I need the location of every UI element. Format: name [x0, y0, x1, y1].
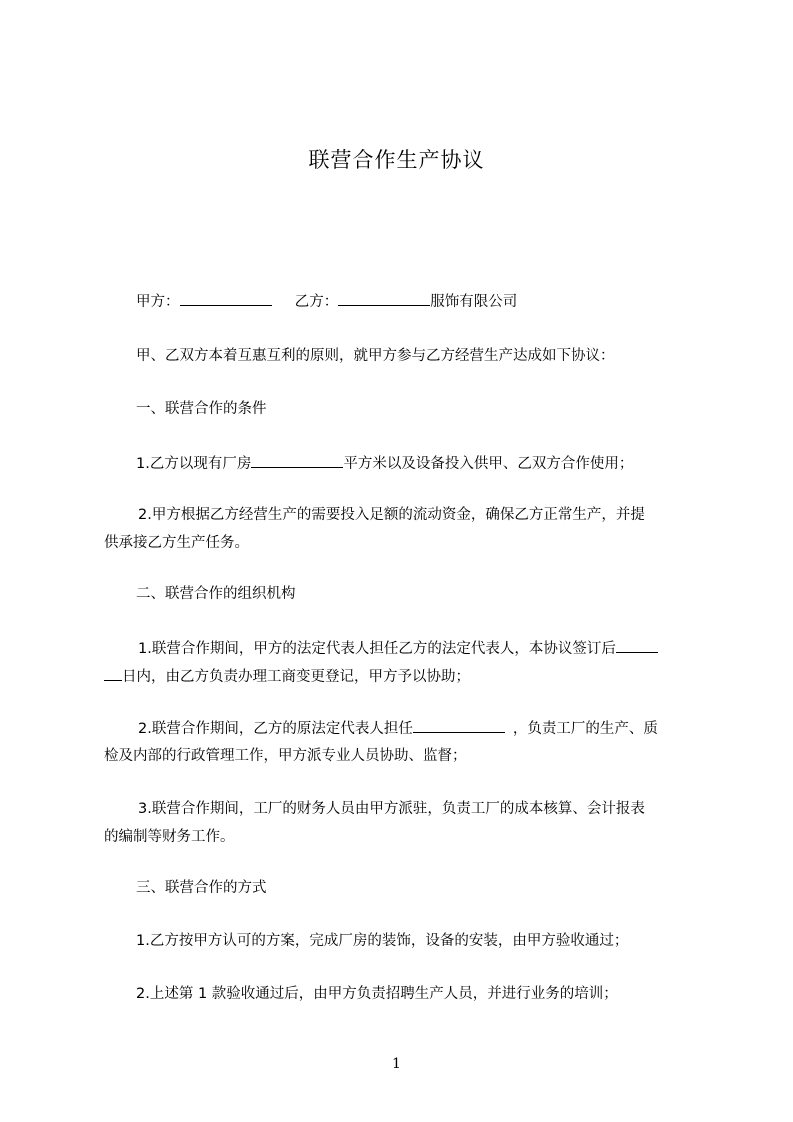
clause-text: 1.乙方以现有厂房 — [136, 456, 252, 472]
clause-text: 日内，由乙方负责办理工商变更登记，甲方予以协助； — [122, 669, 470, 685]
clause-text: 1.联营合作期间，甲方的法定代表人担任乙方的法定代表人，本协议签订后 — [138, 641, 616, 657]
party-b-suffix: 服饰有限公司 — [430, 294, 518, 310]
days-blank — [616, 638, 658, 653]
clause-paragraph: 2.甲方根据乙方经营生产的需要投入足额的流动资金，确保乙方正常生产，并提 — [138, 507, 645, 523]
section-heading: 一、联营合作的条件 — [136, 401, 267, 417]
document-title: 联营合作生产协议 — [308, 148, 485, 172]
role-blank — [413, 718, 505, 733]
clause-paragraph-continued: 的编制等财务工作。 — [104, 829, 235, 845]
clause-text: ，负责工厂的生产、质 — [512, 721, 658, 737]
party-a-blank — [180, 291, 272, 306]
clause-paragraph-continued: 检及内部的行政管理工作，甲方派专业人员协助、监督； — [104, 748, 467, 764]
clause-paragraph — [138, 718, 658, 739]
area-blank — [251, 453, 343, 468]
party-b-blank — [338, 291, 430, 306]
party-b-label: 乙方： — [294, 294, 339, 310]
days-blank-continued — [104, 666, 122, 681]
clause-paragraph: 3.联营合作期间，工厂的财务人员由甲方派驻，负责工厂的成本核算、会计报表 — [138, 801, 645, 817]
page-number: 1 — [392, 1056, 401, 1072]
party-a-label: 甲方： — [136, 294, 180, 310]
intro-paragraph: 甲、乙双方本着互惠互利的原则，就甲方参与乙方经营生产达成如下协议： — [136, 348, 615, 364]
parties-line — [136, 291, 517, 312]
clause-paragraph — [136, 453, 633, 474]
clause-paragraph: 1.乙方按甲方认可的方案，完成厂房的装饰，设备的安装，由甲方验收通过； — [136, 933, 629, 949]
section-heading: 三、联营合作的方式 — [136, 880, 267, 896]
clause-paragraph-continued — [104, 666, 470, 687]
clause-paragraph: 2.上述第 1 款验收通过后，由甲方负责招聘生产人员，并进行业务的培训； — [136, 986, 618, 1002]
clause-text: 平方米以及设备投入供甲、乙双方合作使用； — [343, 456, 634, 472]
clause-paragraph — [138, 638, 658, 659]
section-heading: 二、联营合作的组织机构 — [136, 586, 296, 602]
clause-text: 2.联营合作期间，乙方的原法定代表人担任 — [138, 721, 413, 737]
clause-paragraph-continued: 供承接乙方生产任务。 — [104, 535, 249, 551]
